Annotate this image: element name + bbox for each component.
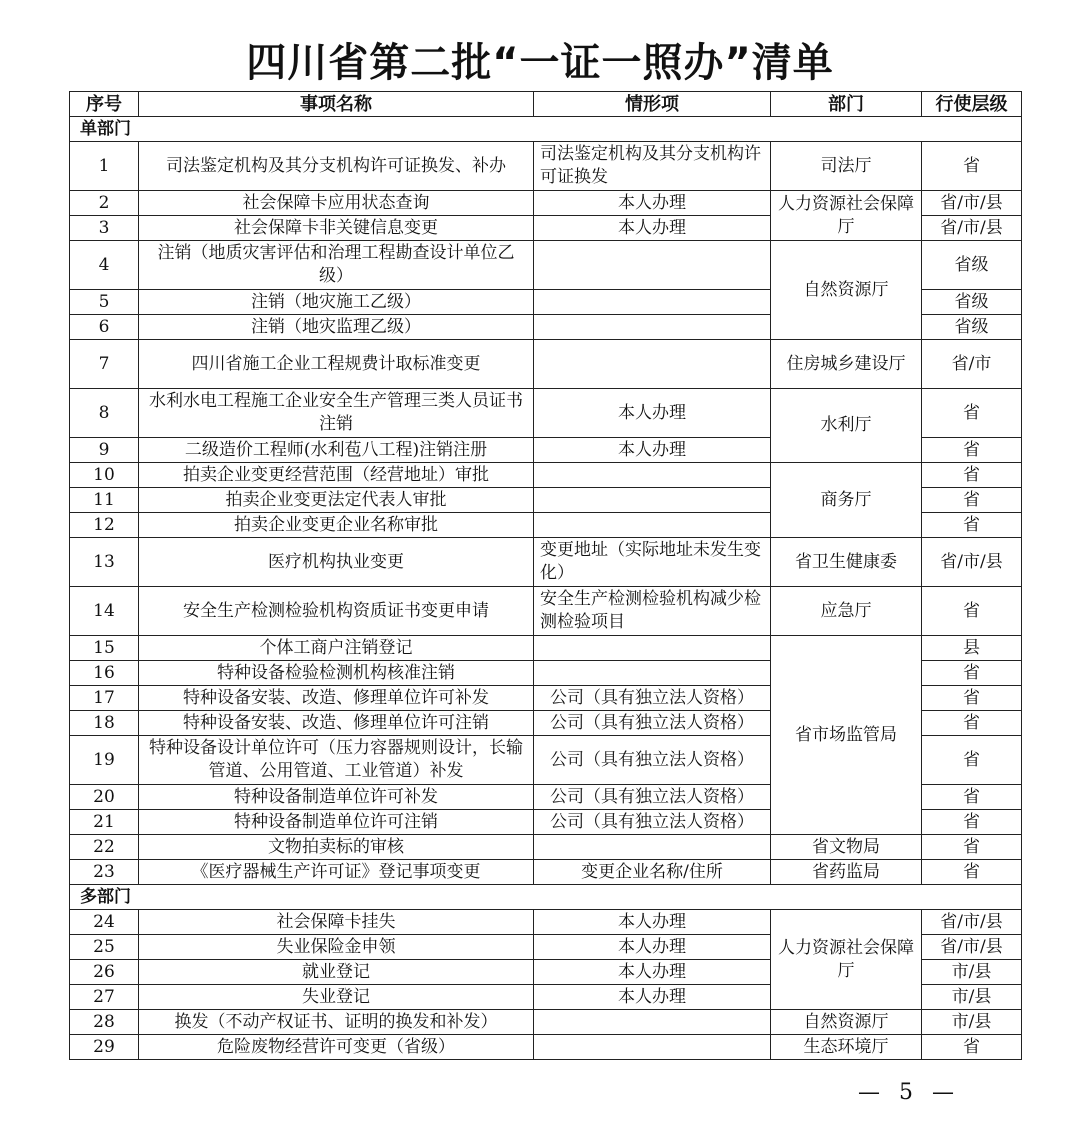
cell-seq: 11 — [70, 488, 139, 513]
cell-seq: 13 — [70, 538, 139, 587]
cell-name: 注销（地灾监理乙级） — [139, 315, 534, 340]
cell-seq: 3 — [70, 216, 139, 241]
cell-level: 省 — [922, 736, 1022, 785]
cell-name: 个体工商户注销登记 — [139, 636, 534, 661]
header-name: 事项名称 — [139, 92, 534, 117]
table-row — [70, 463, 1022, 488]
cell-seq: 20 — [70, 785, 139, 810]
cell-seq: 5 — [70, 290, 139, 315]
item-list-table — [69, 91, 1022, 1060]
cell-name: 就业登记 — [139, 960, 534, 985]
cell-name: 拍卖企业变更法定代表人审批 — [139, 488, 534, 513]
cell-situation: 公司（具有独立法人资格） — [534, 810, 771, 835]
cell-seq: 22 — [70, 835, 139, 860]
cell-situation: 变更地址（实际地址未发生变化） — [534, 538, 771, 587]
cell-seq: 26 — [70, 960, 139, 985]
cell-name: 换发（不动产权证书、证明的换发和补发） — [139, 1010, 534, 1035]
cell-situation — [534, 463, 771, 488]
cell-seq: 21 — [70, 810, 139, 835]
cell-dept: 应急厅 — [771, 587, 922, 636]
cell-name: 安全生产检测检验机构资质证书变更申请 — [139, 587, 534, 636]
cell-situation — [534, 340, 771, 389]
cell-dept: 省市场监管局 — [771, 636, 922, 835]
cell-seq: 10 — [70, 463, 139, 488]
cell-level: 县 — [922, 636, 1022, 661]
cell-name: 拍卖企业变更经营范围（经营地址）审批 — [139, 463, 534, 488]
cell-seq: 27 — [70, 985, 139, 1010]
cell-level: 省 — [922, 513, 1022, 538]
cell-level: 省级 — [922, 290, 1022, 315]
cell-name: 危险废物经营许可变更（省级） — [139, 1035, 534, 1060]
cell-situation: 公司（具有独立法人资格） — [534, 785, 771, 810]
cell-name: 特种设备安装、改造、修理单位许可注销 — [139, 711, 534, 736]
cell-level: 省/市/县 — [922, 191, 1022, 216]
header-level: 行使层级 — [922, 92, 1022, 117]
cell-situation — [534, 835, 771, 860]
cell-level: 省/市/县 — [922, 538, 1022, 587]
cell-seq: 12 — [70, 513, 139, 538]
cell-seq: 19 — [70, 736, 139, 785]
header-seq: 序号 — [70, 92, 139, 117]
cell-name: 注销（地质灾害评估和治理工程勘查设计单位乙级） — [139, 241, 534, 290]
cell-dept: 人力资源社会保障厅 — [771, 191, 922, 241]
cell-situation — [534, 513, 771, 538]
cell-seq: 23 — [70, 860, 139, 885]
cell-dept: 人力资源社会保障厅 — [771, 910, 922, 1010]
cell-name: 《医疗器械生产许可证》登记事项变更 — [139, 860, 534, 885]
cell-level: 省 — [922, 835, 1022, 860]
cell-situation: 公司（具有独立法人资格） — [534, 711, 771, 736]
cell-seq: 9 — [70, 438, 139, 463]
cell-situation: 本人办理 — [534, 216, 771, 241]
page-number: — 5 — — [858, 1080, 960, 1105]
cell-situation: 变更企业名称/住所 — [534, 860, 771, 885]
table-row — [70, 142, 1022, 191]
cell-level: 省/市/县 — [922, 216, 1022, 241]
table-row — [70, 835, 1022, 860]
cell-name: 特种设备检验检测机构核准注销 — [139, 661, 534, 686]
cell-situation — [534, 1035, 771, 1060]
cell-name: 特种设备制造单位许可注销 — [139, 810, 534, 835]
section-label: 多部门 — [70, 885, 1022, 910]
cell-level: 省/市/县 — [922, 935, 1022, 960]
cell-name: 四川省施工企业工程规费计取标准变更 — [139, 340, 534, 389]
cell-situation — [534, 661, 771, 686]
cell-level: 省 — [922, 1035, 1022, 1060]
cell-situation: 本人办理 — [534, 438, 771, 463]
table-row — [70, 241, 1022, 290]
section-label: 单部门 — [70, 117, 1022, 142]
header-dept: 部门 — [771, 92, 922, 117]
cell-seq: 25 — [70, 935, 139, 960]
table-row — [70, 1035, 1022, 1060]
cell-level: 省 — [922, 438, 1022, 463]
cell-name: 特种设备设计单位许可（压力容器规则设计，长输管道、公用管道、工业管道）补发 — [139, 736, 534, 785]
cell-level: 省 — [922, 785, 1022, 810]
cell-dept: 自然资源厅 — [771, 1010, 922, 1035]
cell-dept: 司法厅 — [771, 142, 922, 191]
cell-seq: 8 — [70, 389, 139, 438]
cell-dept: 省药监局 — [771, 860, 922, 885]
cell-seq: 18 — [70, 711, 139, 736]
cell-name: 社会保障卡挂失 — [139, 910, 534, 935]
cell-level: 省 — [922, 142, 1022, 191]
cell-name: 医疗机构执业变更 — [139, 538, 534, 587]
cell-dept: 生态环境厅 — [771, 1035, 922, 1060]
section-row-multi — [70, 885, 1022, 910]
cell-seq: 17 — [70, 686, 139, 711]
table-row — [70, 191, 1022, 216]
cell-name: 注销（地灾施工乙级） — [139, 290, 534, 315]
cell-level: 省 — [922, 711, 1022, 736]
cell-name: 社会保障卡非关键信息变更 — [139, 216, 534, 241]
cell-seq: 24 — [70, 910, 139, 935]
cell-situation — [534, 290, 771, 315]
cell-seq: 2 — [70, 191, 139, 216]
cell-name: 失业保险金申领 — [139, 935, 534, 960]
table-row — [70, 1010, 1022, 1035]
cell-name: 水利水电工程施工企业安全生产管理三类人员证书注销 — [139, 389, 534, 438]
section-row-single — [70, 117, 1022, 142]
cell-level: 省 — [922, 488, 1022, 513]
cell-seq: 28 — [70, 1010, 139, 1035]
cell-level: 省级 — [922, 241, 1022, 290]
cell-name: 社会保障卡应用状态查询 — [139, 191, 534, 216]
cell-situation: 公司（具有独立法人资格） — [534, 686, 771, 711]
cell-situation: 安全生产检测检验机构减少检测检验项目 — [534, 587, 771, 636]
table-row — [70, 860, 1022, 885]
cell-seq: 29 — [70, 1035, 139, 1060]
cell-level: 市/县 — [922, 1010, 1022, 1035]
cell-dept: 住房城乡建设厅 — [771, 340, 922, 389]
cell-name: 司法鉴定机构及其分支机构许可证换发、补办 — [139, 142, 534, 191]
cell-level: 省 — [922, 661, 1022, 686]
table-row — [70, 538, 1022, 587]
cell-situation — [534, 315, 771, 340]
cell-level: 省 — [922, 389, 1022, 438]
cell-level: 省/市/县 — [922, 910, 1022, 935]
cell-dept: 水利厅 — [771, 389, 922, 463]
cell-dept: 商务厅 — [771, 463, 922, 538]
cell-situation: 本人办理 — [534, 935, 771, 960]
cell-situation — [534, 636, 771, 661]
cell-level: 市/县 — [922, 985, 1022, 1010]
table-row — [70, 910, 1022, 935]
cell-dept: 自然资源厅 — [771, 241, 922, 340]
table-row — [70, 389, 1022, 438]
cell-seq: 1 — [70, 142, 139, 191]
cell-seq: 4 — [70, 241, 139, 290]
cell-level: 省级 — [922, 315, 1022, 340]
cell-name: 失业登记 — [139, 985, 534, 1010]
cell-dept: 省文物局 — [771, 835, 922, 860]
cell-situation — [534, 1010, 771, 1035]
cell-level: 市/县 — [922, 960, 1022, 985]
cell-situation: 本人办理 — [534, 191, 771, 216]
cell-situation: 本人办理 — [534, 910, 771, 935]
cell-level: 省 — [922, 463, 1022, 488]
cell-seq: 15 — [70, 636, 139, 661]
table-header-row — [70, 92, 1022, 117]
cell-name: 特种设备安装、改造、修理单位许可补发 — [139, 686, 534, 711]
cell-name: 拍卖企业变更企业名称审批 — [139, 513, 534, 538]
cell-situation: 司法鉴定机构及其分支机构许可证换发 — [534, 142, 771, 191]
cell-situation — [534, 241, 771, 290]
cell-situation: 本人办理 — [534, 960, 771, 985]
cell-name: 特种设备制造单位许可补发 — [139, 785, 534, 810]
cell-situation — [534, 488, 771, 513]
cell-level: 省 — [922, 587, 1022, 636]
cell-situation: 本人办理 — [534, 985, 771, 1010]
cell-situation: 本人办理 — [534, 389, 771, 438]
table-row — [70, 340, 1022, 389]
cell-seq: 7 — [70, 340, 139, 389]
cell-name: 二级造价工程师(水利苞八工程)注销注册 — [139, 438, 534, 463]
table-row — [70, 636, 1022, 661]
cell-dept: 省卫生健康委 — [771, 538, 922, 587]
document-title: 四川省第二批“一证一照办”清单 — [246, 40, 834, 86]
header-situation: 情形项 — [534, 92, 771, 117]
cell-level: 省 — [922, 686, 1022, 711]
table-row — [70, 587, 1022, 636]
cell-level: 省 — [922, 860, 1022, 885]
cell-seq: 16 — [70, 661, 139, 686]
cell-situation: 公司（具有独立法人资格） — [534, 736, 771, 785]
cell-name: 文物拍卖标的审核 — [139, 835, 534, 860]
cell-seq: 6 — [70, 315, 139, 340]
cell-level: 省 — [922, 810, 1022, 835]
cell-seq: 14 — [70, 587, 139, 636]
cell-level: 省/市 — [922, 340, 1022, 389]
